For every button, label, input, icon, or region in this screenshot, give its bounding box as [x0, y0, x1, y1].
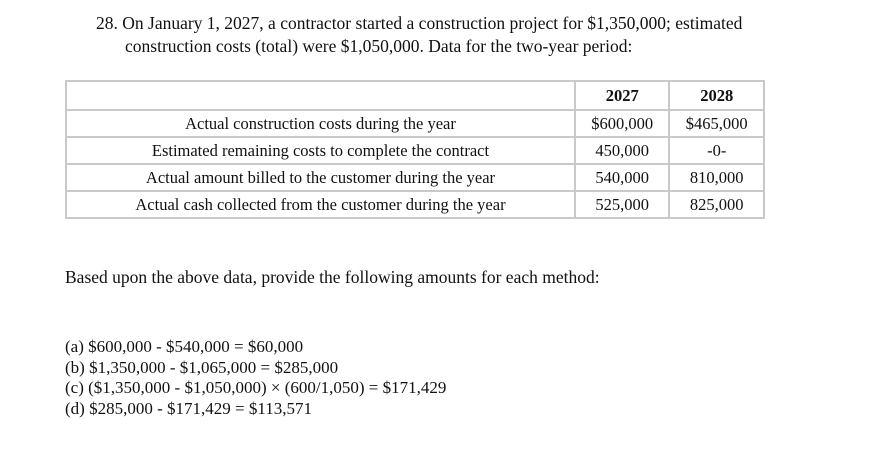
- header-year-2027: 2027: [575, 81, 670, 110]
- row-value-2028: 810,000: [669, 164, 764, 191]
- row-label: Actual construction costs during the year: [66, 110, 575, 137]
- row-value-2027: 450,000: [575, 137, 670, 164]
- cost-data-table: [65, 80, 765, 219]
- row-label: Estimated remaining costs to complete the contract: [66, 137, 575, 164]
- row-value-2027: 540,000: [575, 164, 670, 191]
- table-row: [66, 191, 764, 218]
- table-row: [66, 164, 764, 191]
- row-label: Actual amount billed to the customer during the year: [66, 164, 575, 191]
- instruction-text: Based upon the above data, provide the following amounts for each method:: [65, 267, 600, 287]
- row-value-2027: 525,000: [575, 191, 670, 218]
- answer-list: [65, 337, 446, 419]
- answer-b: (b) $1,350,000 - $1,065,000 = $285,000: [65, 357, 339, 377]
- row-value-2028: 825,000: [669, 191, 764, 218]
- header-year-2028: 2028: [669, 81, 764, 110]
- table-header-row: [66, 81, 764, 110]
- question-line-1: On January 1, 2027, a contractor started a construction project for $1,350,000; estimated: [122, 13, 743, 33]
- header-label-cell: [66, 81, 575, 110]
- question-line-2: construction costs (total) were $1,050,000. Data for the two-year period:: [125, 36, 633, 56]
- question-number: 28.: [96, 13, 118, 33]
- row-value-2028: $465,000: [669, 110, 764, 137]
- table-row: [66, 137, 764, 164]
- question-text: [96, 12, 876, 58]
- answer-a: (a) $600,000 - $540,000 = $60,000: [65, 337, 304, 356]
- table-row: [66, 110, 764, 137]
- answer-d: (d) $285,000 - $171,429 = $113,571: [65, 398, 312, 418]
- row-value-2028: -0-: [669, 137, 764, 164]
- row-value-2027: $600,000: [575, 110, 670, 137]
- row-label: Actual cash collected from the customer during the year: [66, 191, 575, 218]
- answer-c: (c) ($1,350,000 - $1,050,000) × (600/1,050) = $171,429: [65, 378, 447, 397]
